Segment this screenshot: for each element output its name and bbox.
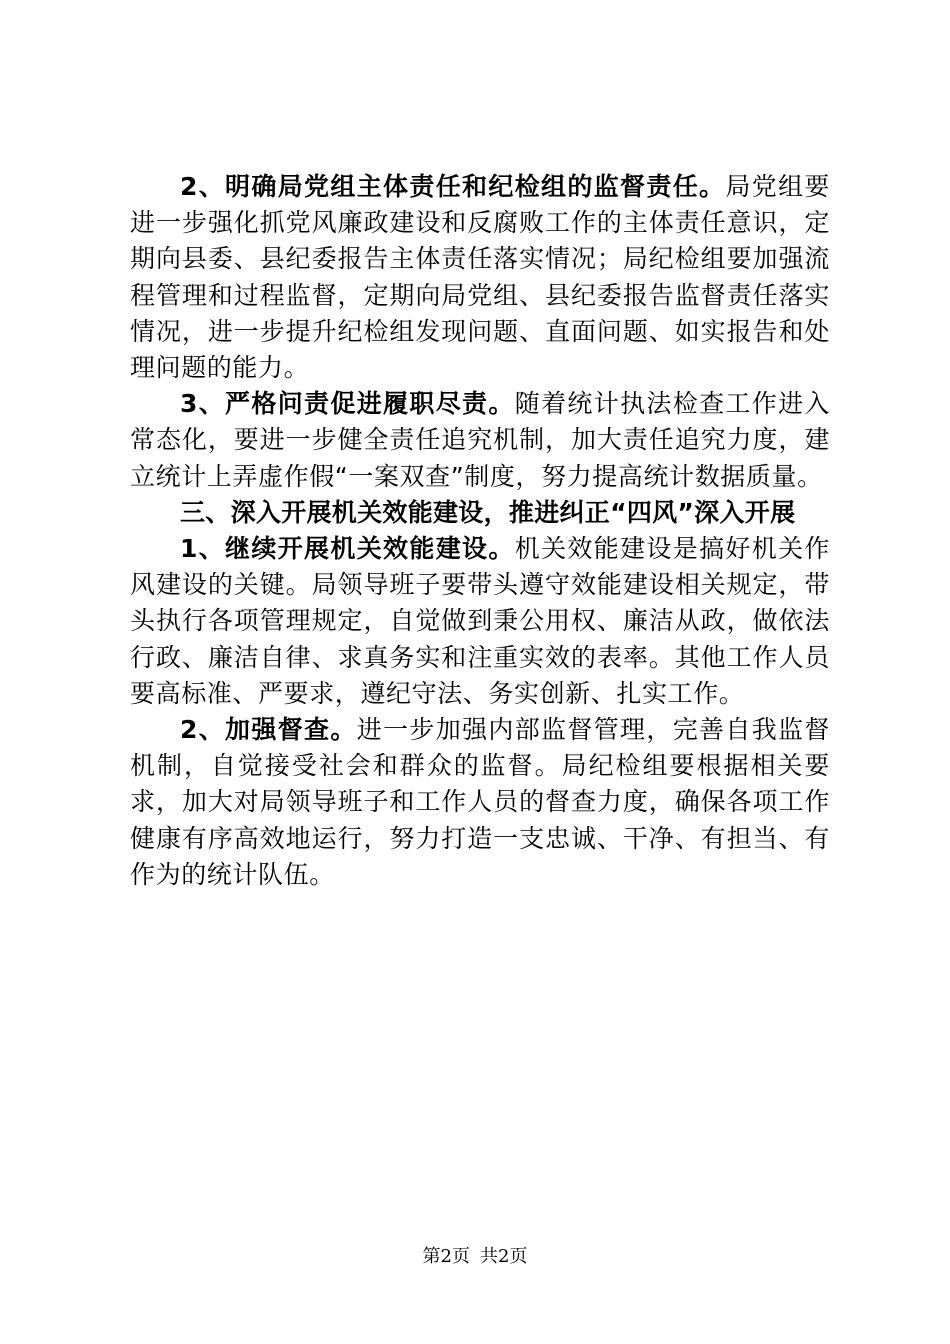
document-body xyxy=(130,169,830,893)
paragraph-text: 机关效能建设是搞好机关作风建设的关键。局领导班子要带头遵守效能建设相关规定，带头执行各项管理规定，自觉做到秉公用权、廉洁从政，做依法行政、廉洁自律、求真务实和注重实效的表率。其他工作人员要高标准、严要求，遵纪守法、务实创新、扎实工作。 xyxy=(130,534,830,708)
section-heading: 三、深入开展机关效能建设，推进纠正“四风”深入开展 xyxy=(180,497,796,527)
paragraph-lead: 1、继续开展机关效能建设。 xyxy=(180,534,515,564)
paragraph-text: 进一步加强内部监督管理，完善自我监督机制，自觉接受社会和群众的监督。局纪检组要根据相关要求，加大对局领导班子和工作人员的督查力度，确保各项工作健康有序高效地运行，努力打造一支忠诚、干净、有担当、有作为的统计队伍。 xyxy=(130,715,830,889)
paragraph-lead: 2、明确局党组主体责任和纪检组的监督责任。 xyxy=(180,172,726,201)
paragraph-efficiency-building xyxy=(130,531,830,712)
page-total: 共2页 xyxy=(480,1246,528,1267)
paragraph-party-group-responsibility xyxy=(130,169,830,386)
paragraph-supervision xyxy=(130,712,830,893)
page-footer xyxy=(0,1242,950,1268)
paragraph-lead: 2、加强督查。 xyxy=(180,715,357,745)
paragraph-lead: 3、严格问责促进履职尽责。 xyxy=(180,389,515,419)
paragraph-text: 局党组要进一步强化抓党风廉政建设和反腐败工作的主体责任意识，定期向县委、县纪委报告主体责任落实情况；局纪检组要加强流程管理和过程监督，定期向局党组、县纪委报告监督责任落实情况，进一步提升纪检组发现问题、直面问题、如实报告和处理问题的能力。 xyxy=(130,172,831,383)
paragraph-accountability xyxy=(130,386,830,495)
page-number: 第2页 xyxy=(422,1246,470,1267)
paragraph-text: 随着统计执法检查工作进入常态化，要进一步健全责任追究机制，加大责任追究力度，建立统计上弄虚作假“一案双查”制度，努力提高统计数据质量。 xyxy=(130,389,830,491)
